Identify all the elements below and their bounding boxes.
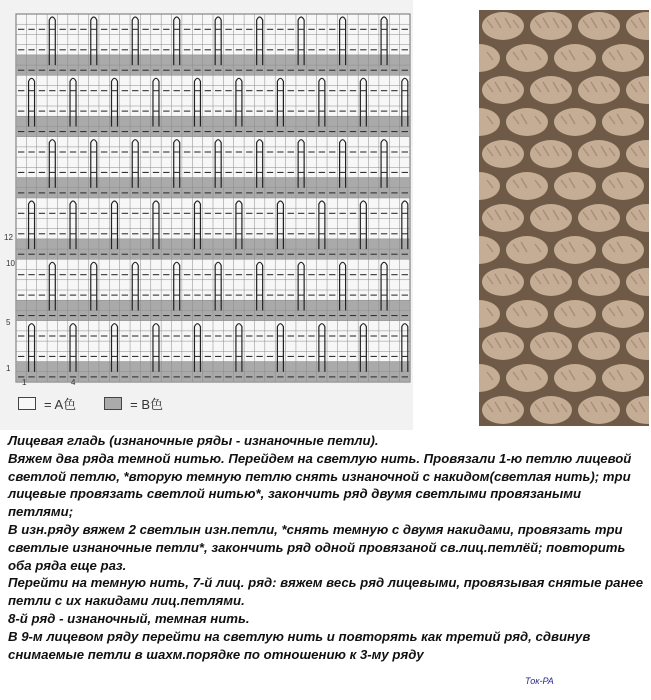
chart-legend	[18, 394, 163, 413]
column-number-4: 4	[71, 378, 76, 387]
knitting-chart-panel	[0, 0, 413, 430]
instruction-paragraph: Перейти на темную нить, 7-й лиц. ряд: вяжем весь ряд лицевыми, провязывая снятые ранее петли с их накидами лиц.петлями.	[8, 575, 644, 609]
instruction-paragraph: В 9-м лицевом ряду перейти на светлую нить и повторять как третий ряд, сдвинув снимаемые петли в шахм.порядке по отношению к 3-му ряду	[8, 628, 591, 662]
author-signature: Ток-РА	[525, 676, 554, 686]
row-number-5: 5	[6, 318, 11, 327]
row-number-1: 1	[6, 364, 11, 373]
row-number-10: 10	[6, 259, 15, 268]
instruction-title: Лицевая гладь (изнаночные ряды - изнаночные петли).	[8, 433, 379, 448]
legend-swatch-b	[104, 397, 122, 410]
instruction-paragraph: 8-й ряд - изнаночный, темная нить.	[8, 610, 250, 626]
column-number-1: 1	[22, 378, 27, 387]
knitted-sample-photo	[479, 10, 649, 426]
pattern-instructions	[8, 432, 648, 663]
legend-swatch-a	[18, 397, 36, 410]
instruction-paragraph: Вяжем два ряда темной нитью. Перейдем на светлую нить. Провязали 1-ю петлю лицевой светлой петлю, *вторую темную петлю снять изнаночной с накидом(светлая нить); три лицевые провязать светлой нитью*, закончить ряд двумя светлыми провязаными петлями;	[8, 450, 632, 520]
knitting-chart	[0, 0, 413, 392]
row-number-12: 12	[4, 233, 13, 242]
legend-label-b: = B色	[130, 397, 164, 412]
instruction-paragraph: В изн.ряду вяжем 2 светлын изн.петли, *снять темную с двумя накидами, провязать три светлые изнаночные петли*, закончить ряд одной провязаной св.лиц.петлёй; повторить оба ряда еще раз.	[8, 521, 626, 573]
legend-label-a: = A色	[44, 397, 77, 412]
